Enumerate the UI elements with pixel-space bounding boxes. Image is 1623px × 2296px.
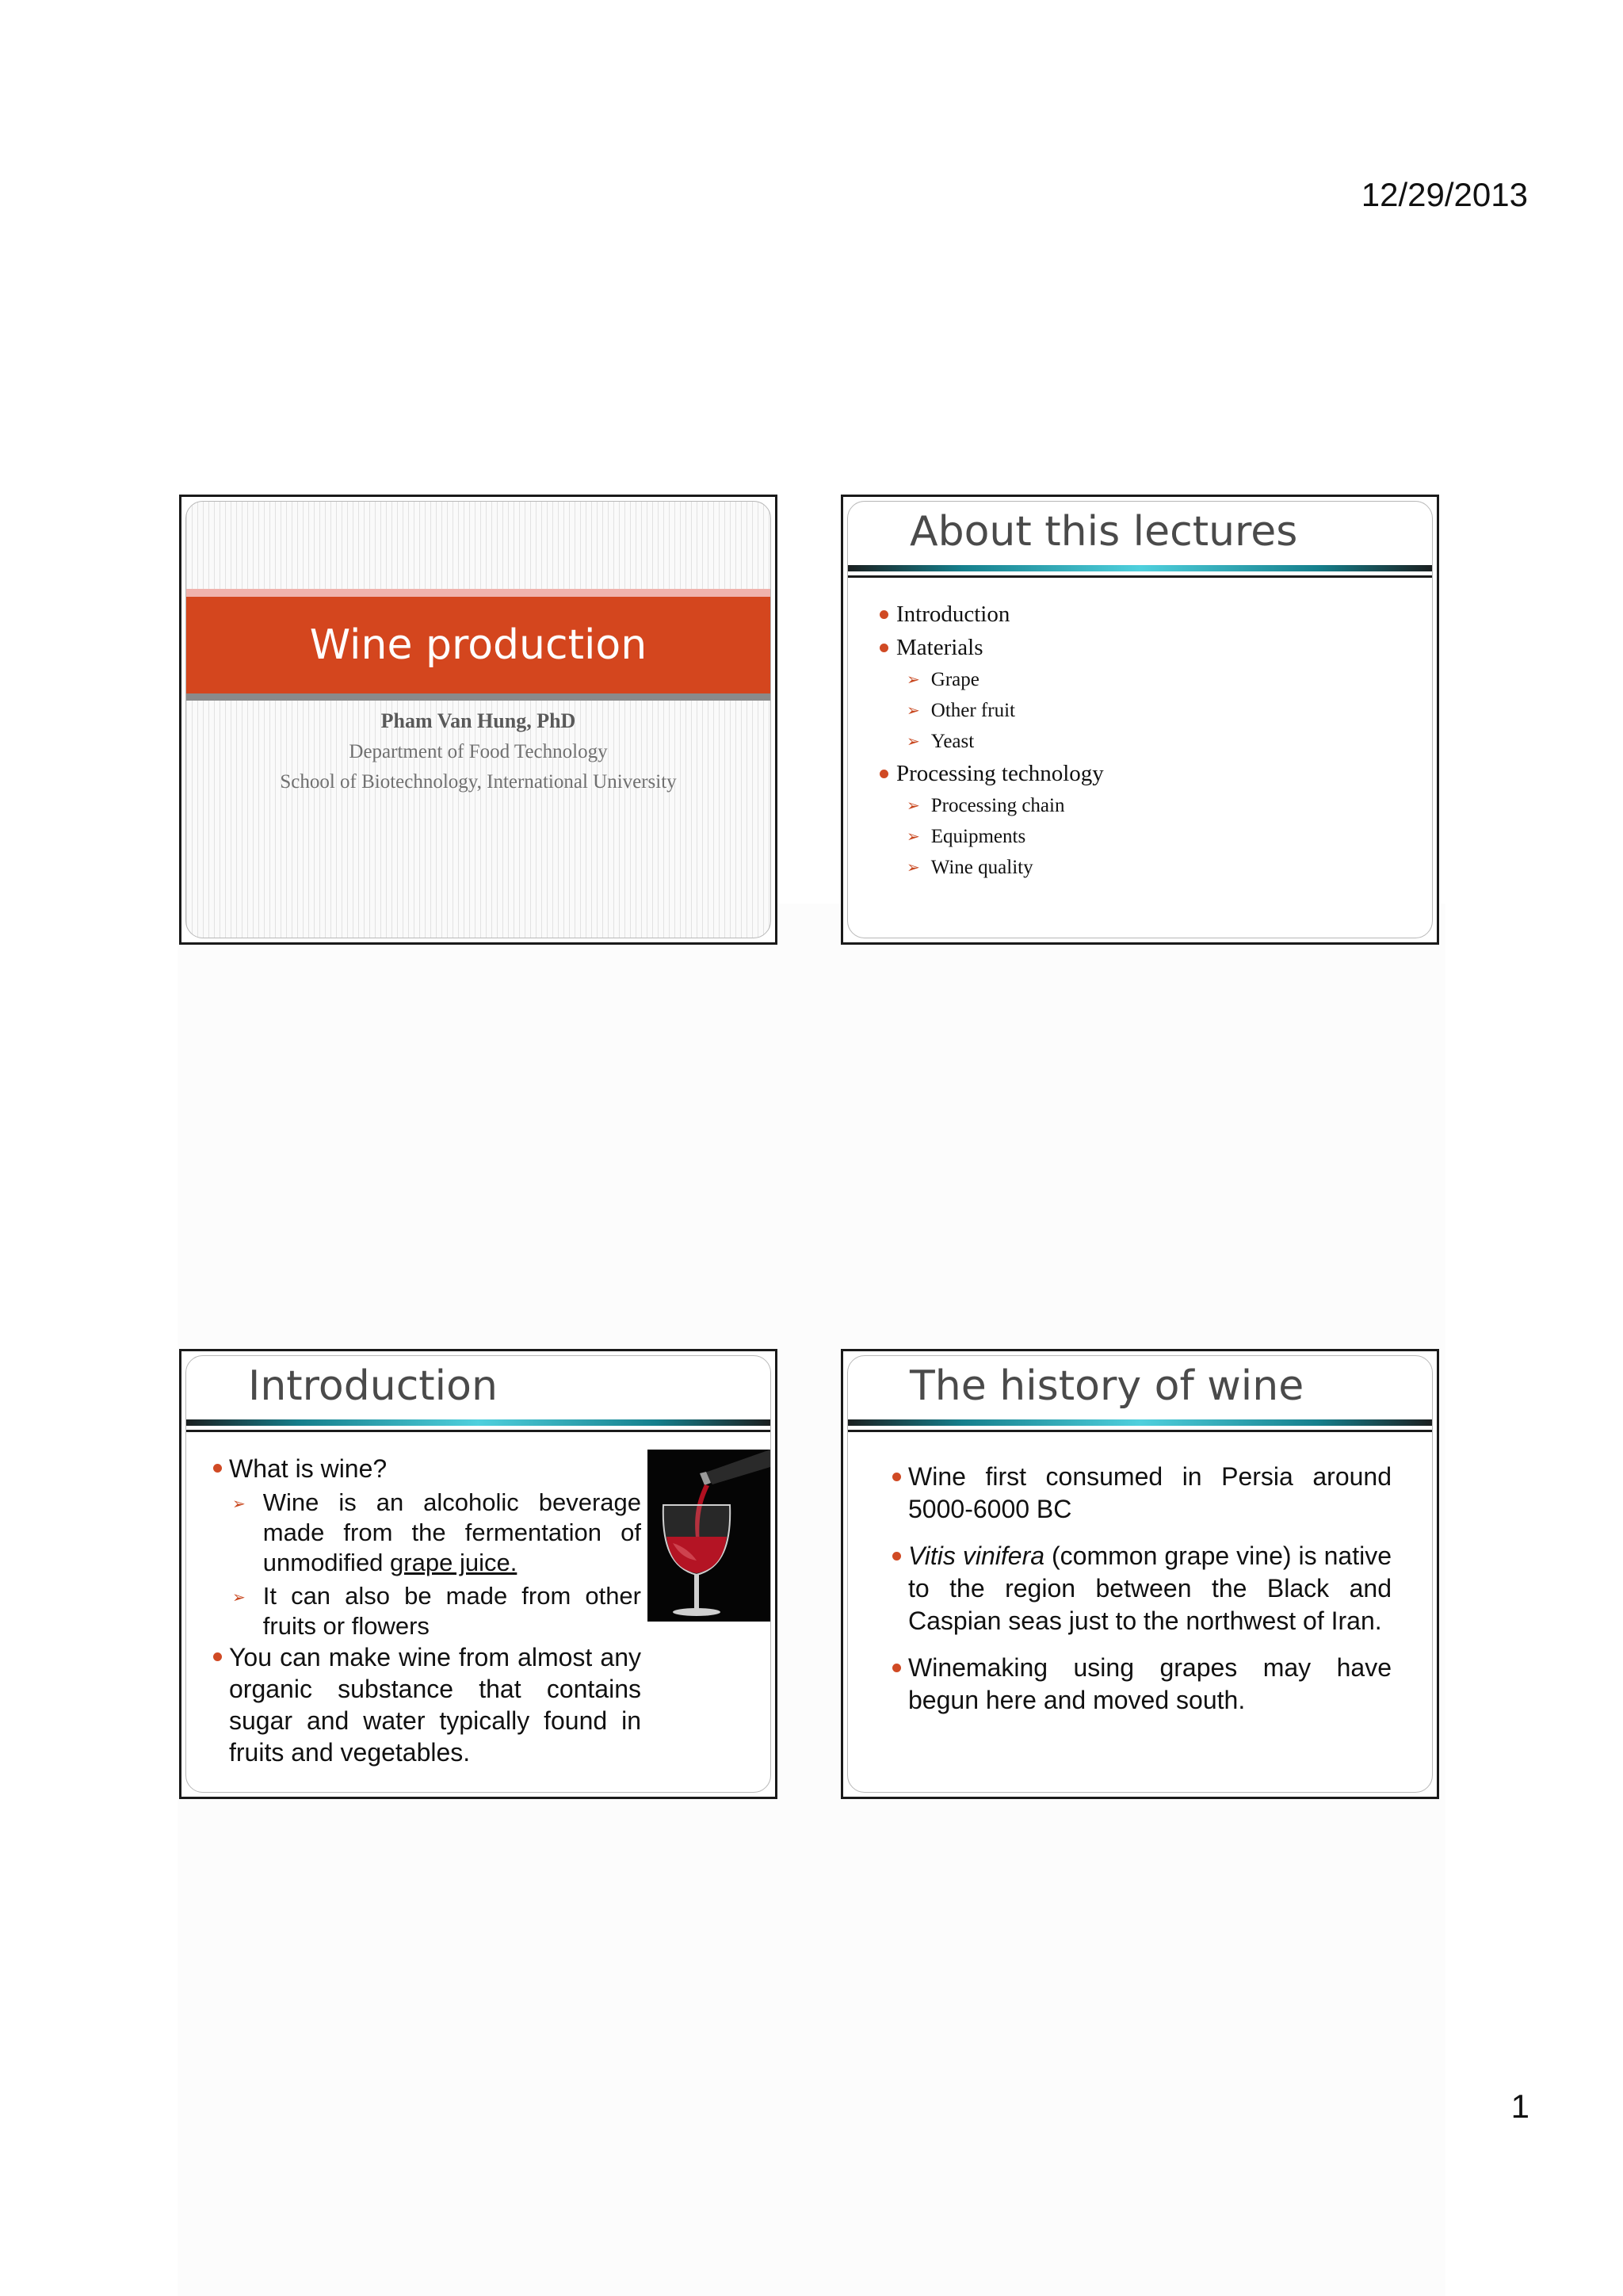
list-item: You can make wine from almost any organic substance that contains sugar and water typically found in fruits and vegetables. [213,1641,641,1768]
wine-glass-pour-image [647,1450,770,1622]
arrow-bullet-icon: ➢ [907,702,920,720]
heading-rule-thin [185,1430,771,1432]
list-subitem: ➢ Equipments [907,824,1104,850]
list-subitem: ➢ It can also be made from other fruits or flowers [232,1582,641,1640]
heading-rule-thin [847,1430,1433,1432]
intro-body [213,1453,641,1768]
arrow-bullet-icon: ➢ [907,797,920,815]
arrow-bullet-icon: ➢ [907,671,920,689]
slide-title-text: Wine production [185,597,771,693]
list-subitem: ➢ Grape [907,667,1104,693]
slide-introduction [179,1349,777,1799]
bullet-dot-icon [880,610,888,619]
bullet-dot-icon [880,644,888,652]
page-date: 12/29/2013 [1361,176,1528,213]
list-item: Winemaking using grapes may have begun here and moved south. [892,1652,1392,1717]
list-subitem: ➢ Wine quality [907,855,1104,881]
list-item: Introduction [880,600,1104,628]
wine-glass-icon [647,1450,770,1622]
slide-frame [847,1355,1433,1793]
slide-heading: Introduction [248,1362,498,1410]
grape-juice-link[interactable]: grape juice. [390,1549,517,1576]
slide-title [179,495,777,945]
list-item: Materials [880,633,1104,662]
arrow-bullet-icon: ➢ [907,733,920,751]
bullet-dot-icon [880,770,888,778]
bullet-dot-icon [213,1652,222,1661]
list-item: Vitis vinifera (common grape vine) is native to the region between the Black and Caspian seas just to the northwest of Iran. [892,1540,1392,1637]
heading-rule [185,1419,771,1426]
page-number: 1 [1510,2088,1529,2125]
arrow-bullet-icon: ➢ [907,828,920,846]
bullet-dot-icon [892,1552,901,1561]
author-school: School of Biotechnology, International University [280,771,677,793]
list-subitem: ➢ Wine is an alcoholic beverage made from the fermentation of unmodified grape juice. [232,1488,641,1576]
slide-heading: The history of wine [910,1362,1304,1410]
list-item: Processing technology [880,759,1104,788]
history-body [892,1461,1392,1731]
slide-frame [185,501,771,938]
slide-outline [841,495,1439,945]
outline-list [880,595,1104,881]
slide-heading: About this lectures [910,508,1298,556]
list-subitem: ➢ Other fruit [907,698,1104,724]
heading-rule [847,1419,1433,1426]
arrow-bullet-icon: ➢ [907,859,920,877]
slide-history [841,1349,1439,1799]
bullet-dot-icon [213,1464,222,1473]
arrow-bullet-icon: ➢ [232,1496,246,1513]
title-band-accent [185,589,771,597]
list-item: What is wine? [213,1453,641,1484]
author-department: Department of Food Technology [349,741,608,762]
title-band-underline [185,693,771,701]
list-subitem: ➢ Processing chain [907,793,1104,819]
heading-rule-thin [847,575,1433,578]
author-block [186,709,770,801]
bullet-dot-icon [892,1473,901,1481]
slide-frame [847,501,1433,938]
author-name: Pham Van Hung, PhD [380,709,576,732]
slide-frame [185,1355,771,1793]
arrow-bullet-icon: ➢ [232,1589,246,1606]
bullet-dot-icon [892,1664,901,1672]
list-subitem: ➢ Yeast [907,729,1104,755]
list-item: Wine first consumed in Persia around 5000-6000 BC [892,1461,1392,1526]
heading-rule [847,565,1433,571]
